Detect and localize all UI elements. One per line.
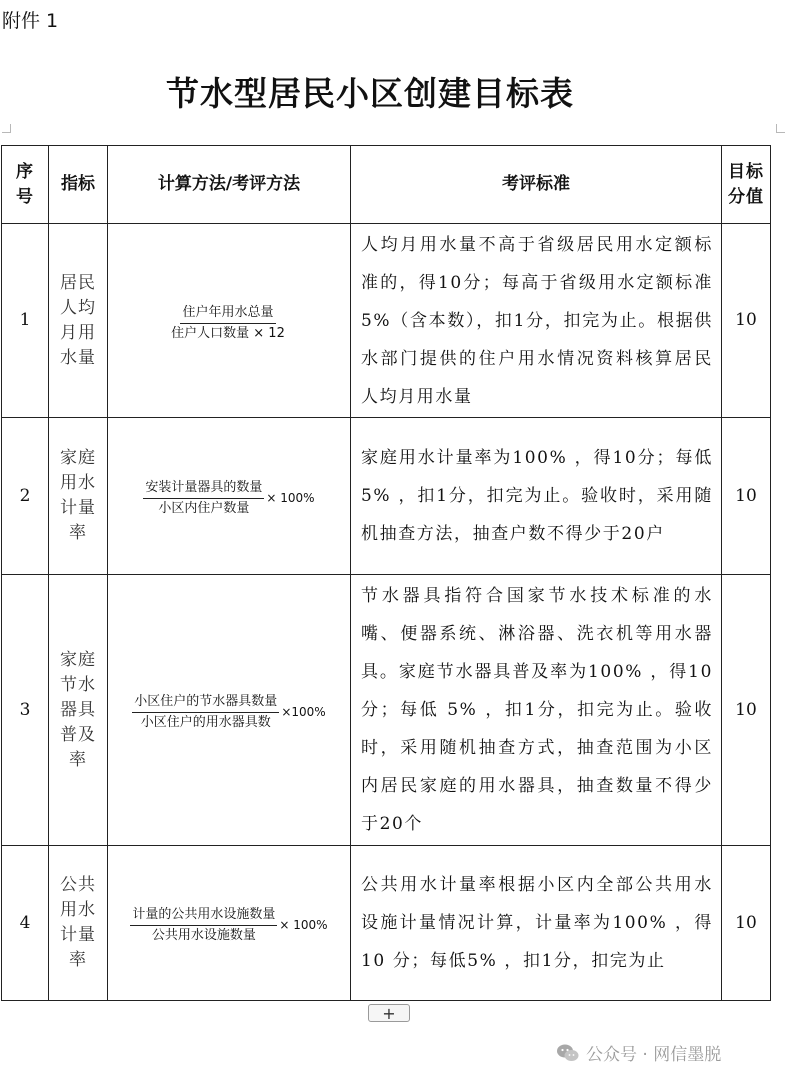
row-formula: $\frac{\text{小区住户的节水器具数量}}{\text{小区住户的用水器具数}}$ ×100% bbox=[108, 575, 351, 846]
row-formula: $\frac{\text{安装计量器具的数量}}{\text{小区内住户数量}}$ × 100% bbox=[108, 418, 351, 575]
row-number: 1 bbox=[2, 224, 49, 418]
row-indicator: 居民 人均 月用 水量 bbox=[49, 224, 108, 418]
row-indicator: 公共 用水 计量 率 bbox=[49, 846, 108, 1001]
table-row bbox=[2, 846, 771, 1001]
header-method: 计算方法/考评方法 bbox=[108, 146, 351, 224]
table-row bbox=[2, 224, 771, 418]
row-number: 3 bbox=[2, 575, 49, 846]
row-formula: $\frac{\text{计量的公共用水设施数量}}{\text{公共用水设施数量}}$ × 100% bbox=[108, 846, 351, 1001]
row-score: 10 bbox=[722, 224, 771, 418]
row-indicator: 家庭 用水 计量 率 bbox=[49, 418, 108, 575]
table-row bbox=[2, 418, 771, 575]
row-score: 10 bbox=[722, 418, 771, 575]
row-formula: $\frac{\text{住户年用水总量}}{\text{住户人口数量 × 12}}$ bbox=[108, 224, 351, 418]
row-standard: 节水器具指符合国家节水技术标准的水嘴、便器系统、淋浴器、洗衣机等用水器具。家庭节水器具普及率为100% ，得10分；每低 5% ，扣1分，扣完为止。验收时，采用随机抽查方式，抽查范围为小区内居民家庭的用水器具，抽查数量不得少于20个 bbox=[351, 575, 722, 846]
attachment-label: 附件 1 bbox=[2, 10, 59, 32]
header-standard: 考评标准 bbox=[351, 146, 722, 224]
header-indicator: 指标 bbox=[49, 146, 108, 224]
row-score: 10 bbox=[722, 575, 771, 846]
wechat-icon bbox=[556, 1043, 580, 1063]
row-indicator: 家庭 节水 器具 普及 率 bbox=[49, 575, 108, 846]
row-score: 10 bbox=[722, 846, 771, 1001]
watermark bbox=[556, 1040, 721, 1065]
row-number: 4 bbox=[2, 846, 49, 1001]
row-standard: 人均月用水量不高于省级居民用水定额标准的，得10分；每高于省级用水定额标准5%（含本数），扣1分，扣完为止。根据供水部门提供的住户用水情况资料核算居民人均月用水量 bbox=[351, 224, 722, 418]
row-number: 2 bbox=[2, 418, 49, 575]
header-row bbox=[2, 146, 771, 224]
header-score: 目标 分值 bbox=[722, 146, 771, 224]
watermark-text: 公众号 · 网信墨脱 bbox=[586, 1045, 722, 1065]
table-row bbox=[2, 575, 771, 846]
page-title: 节水型居民小区创建目标表 bbox=[166, 74, 574, 113]
add-row-button[interactable]: + bbox=[368, 1004, 410, 1022]
row-standard: 家庭用水计量率为100% ，得10分；每低5% ，扣1分，扣完为止。验收时，采用随机抽查方法，抽查户数不得少于20户 bbox=[351, 418, 722, 575]
row-standard: 公共用水计量率根据小区内全部公共用水设施计量情况计算，计量率为100% ，得10 分；每低5% ，扣1分，扣完为止 bbox=[351, 846, 722, 1001]
header-no: 序 号 bbox=[2, 146, 49, 224]
corner-mark-right bbox=[776, 124, 785, 133]
target-table bbox=[1, 145, 771, 1001]
corner-mark-left bbox=[2, 124, 11, 133]
